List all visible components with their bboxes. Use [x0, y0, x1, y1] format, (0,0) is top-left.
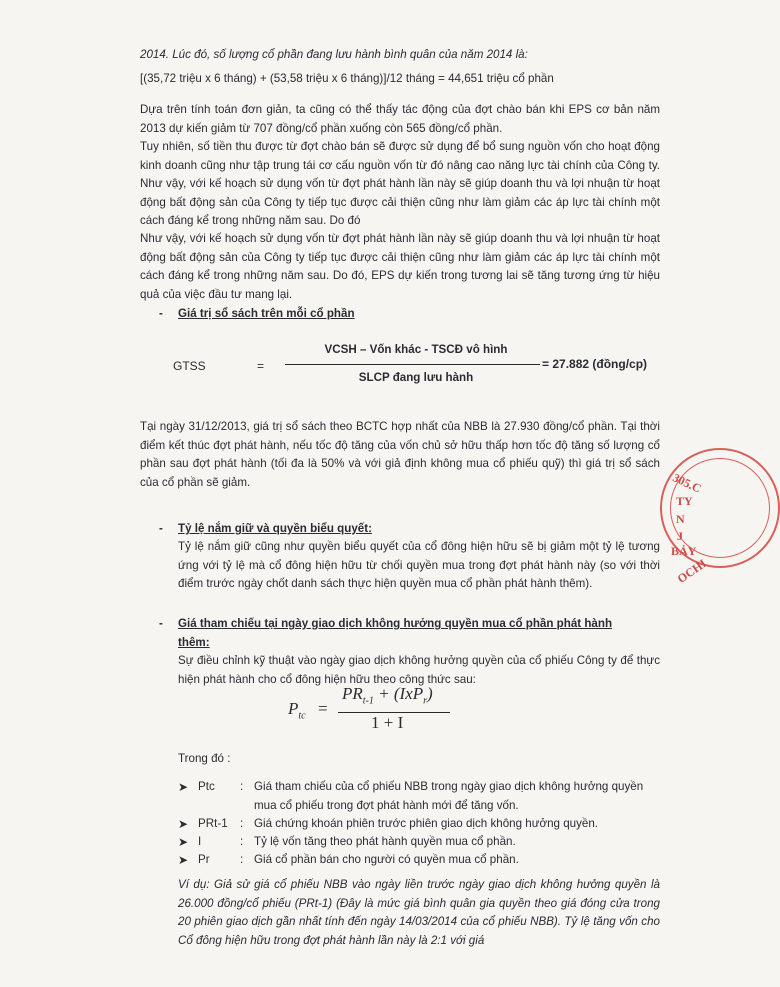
formula-denominator: SLCP đang lưu hành [358, 371, 474, 384]
heading-reference-price [178, 615, 660, 652]
bullet-dash: - [159, 617, 163, 630]
formula-pr-subscript: t-1 [362, 695, 374, 707]
formula-numerator-expr [342, 685, 433, 711]
arrow-icon: ➤ [178, 835, 189, 849]
definition-colon: : [240, 853, 244, 866]
share-calc-line: [(35,72 triệu x 6 tháng) + (53,58 triệu x 6 tháng)]/12 tháng = 44,651 triệu cổ phần [140, 72, 554, 85]
formula-lhs-subscript: tc [298, 710, 306, 722]
definition-text: Giá cổ phần bán cho người có quyền mua cổ phần. [254, 853, 519, 866]
formula-denominator-expr: 1 + I [371, 713, 404, 732]
definition-term: PRt-1 [198, 817, 228, 830]
paragraph-voting: Tỷ lệ nắm giữ cũng như quyền biểu quyết của cổ đông hiện hữu sẽ bị giảm một tỷ lệ tương ứng với tỷ lệ mà cổ đông hiện hữu từ chối quyền mua trong đợt phát hành này (so với thời điểm trước ngày chốt danh sách thực hiện quyền mua cổ phần phát hành thêm). [178, 540, 660, 591]
definition-colon: : [240, 780, 244, 793]
definition-text: Tỷ lệ vốn tăng theo phát hành quyền mua cổ phần. [254, 835, 516, 848]
definition-text: Giá chứng khoán phiên trước phiên giao dịch không hưởng quyền. [254, 817, 599, 830]
formula-ixp: + (IxP [378, 684, 424, 703]
paragraph-reference-price: Sự điều chỉnh kỹ thuật vào ngày giao dịch không hưởng quyền của cổ phiếu Công ty để thực hiện phát hành cho cổ đông hiện hữu theo công thức sau: [178, 654, 660, 686]
heading-voting: Tỷ lệ nắm giữ và quyền biểu quyết: [178, 522, 372, 535]
where-label: Trong đó : [178, 752, 231, 765]
definition-text: Giá tham chiếu của cổ phiếu NBB trong ngày giao dịch không hưởng quyền mua cổ phiếu trong đợt phát hành mới để tăng vốn. [254, 780, 644, 812]
formula-pr-r-subscript: r [423, 695, 428, 707]
formula-result: = 27.882 (đồng/cp) [542, 357, 648, 371]
arrow-icon: ➤ [178, 780, 189, 794]
formula-numerator: VCSH – Vốn khác - TSCĐ vô hình [324, 343, 508, 356]
stamp-text: OCHI [674, 556, 709, 586]
arrow-icon: ➤ [178, 817, 189, 831]
paragraph-example: Ví dụ: Giả sử giá cổ phiếu NBB vào ngày liền trước ngày giao dịch không hưởng quyền là 26.000 đồng/cổ phiếu (PRt-1) (Đây là mức giá bình quân gia quyền theo giá đóng cửa trong 20 phiên giao dịch gần nhất tính đến ngày 14/03/2014 của cổ phiếu NBB). Tỷ lệ tăng vốn cho Cổ đông hiện hữu trong đợt phát hành lần này là 2:1 với giá [178, 878, 660, 947]
stamp-text: N [676, 512, 685, 526]
heading-line-2: thêm: [178, 635, 210, 649]
paragraph-eps-outlook: Như vậy, với kế hoạch sử dụng vốn từ đợt phát hành lần này sẽ giúp doanh thu và lợi nhuận từ hoạt động bất động sản của Công ty tiếp tục được cải thiện cũng như làm giảm các áp lực tài chính một cách đáng kể trong những năm sau. Do đó, EPS dự kiến trong tương lai sẽ tăng tương ứng từ hiệu quả của việc đầu tư mang lại. [140, 232, 660, 301]
fraction-line [285, 364, 540, 365]
heading-line-1: Giá tham chiếu tại ngày giao dịch không hưởng quyền mua cổ phần phát hành [178, 617, 613, 630]
paragraph-eps: Dựa trên tính toán đơn giản, ta cũng có thể thấy tác động của đợt chào bán khi EPS cơ bản năm 2013 dự kiến giảm từ 707 đồng/cổ phần xuống còn 565 đồng/cổ phần. [140, 103, 660, 135]
stamp-text: BẢY [671, 544, 697, 558]
stamp-text: J [677, 529, 683, 543]
formula-eq-sign: = [318, 699, 328, 718]
formula-equals: = [257, 359, 265, 373]
definition-term: Ptc [198, 780, 215, 793]
heading-book-value: Giá trị sổ sách trên mỗi cổ phần [178, 307, 355, 320]
stamp-text: TY [676, 494, 693, 508]
bullet-dash: - [159, 522, 163, 535]
definition-colon: : [240, 817, 244, 830]
bullet-dash: - [159, 307, 163, 320]
arrow-icon: ➤ [178, 853, 189, 867]
formula-pr: PR [342, 684, 363, 703]
definition-term: Pr [198, 853, 210, 866]
formula-close-paren: ) [427, 684, 433, 703]
paragraph-capital-use: Tuy nhiên, số tiền thu được từ đợt chào bán sẽ được sử dụng để bổ sung nguồn vốn cho hoạt động kinh doanh cũng như tập trung tái cơ cấu nguồn vốn từ đó nâng cao năng lực tài chính của Công ty. Như vậy, với kế hoạch sử dụng vốn từ đợt phát hành lần này sẽ giúp doanh thu và lợi nhuận từ hoạt động bất động sản của Công ty tiếp tục được cải thiện cũng như làm giảm các áp lực tài chính một cách đáng kể trong những năm sau. Do đó [140, 140, 660, 228]
definition-colon: : [240, 835, 244, 848]
formula-lhs-letter: P [288, 699, 299, 718]
formula-lhs [288, 700, 306, 726]
formula-label-gtss: GTSS [173, 359, 206, 373]
paragraph-book-value: Tại ngày 31/12/2013, giá trị sổ sách theo BCTC hợp nhất của NBB là 27.930 đồng/cổ phần. Tại thời điểm kết thúc đợt phát hành, nếu tốc độ tăng của vốn chủ sở hữu thấp hơn tốc độ tăng số lượng cổ phần sau đợt phát hành (tối đa là 50% và với giả định không mua cổ phiếu quỹ) thì giá trị sổ sách của cổ phần sẽ giảm. [140, 420, 660, 489]
stamp-text: 305.C [670, 470, 704, 496]
intro-line: 2014. Lúc đó, số lượng cổ phần đang lưu hành bình quân của năm 2014 là: [140, 48, 528, 61]
definition-term: I [198, 835, 202, 848]
